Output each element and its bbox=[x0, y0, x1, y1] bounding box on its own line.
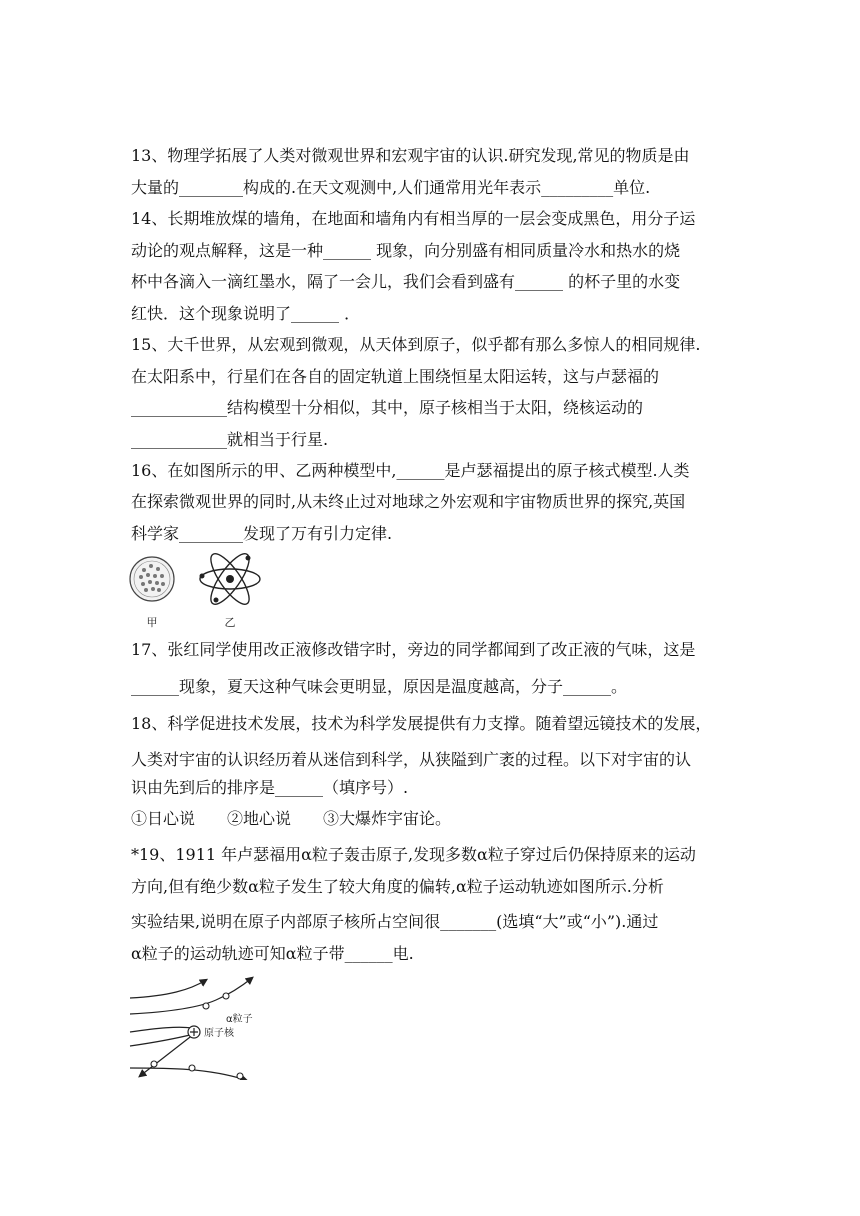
nucleus-label: 原子核 bbox=[204, 1028, 234, 1039]
q15-line-3: ____________结构模型十分相似，其中，原子核相当于太阳，绕核运动的 bbox=[131, 398, 644, 417]
q18-line-4: ①日心说 ②地心说 ③大爆炸宇宙论。 bbox=[131, 809, 452, 828]
atom-models-figure bbox=[128, 552, 288, 632]
q19-line-1: *19、1911 年卢瑟福用α粒子轰击原子,发现多数α粒子穿过后仍保持原来的运动 bbox=[131, 845, 696, 864]
q13-line-2: 大量的________构成的.在天文观测中,人们通常用光年表示_________单位. bbox=[131, 178, 651, 197]
atom-models-drawing bbox=[128, 552, 288, 632]
figure-label-jia: 甲 bbox=[146, 616, 158, 629]
alpha-track-3 bbox=[130, 1027, 192, 1032]
q16-line-2: 在探索微观世界的同时,从未终止过对地球之外宏观和宇宙物质世界的探究,英国 bbox=[131, 492, 686, 511]
q18-line-2: 人类对宇宙的认识经历着从迷信到科学，从狭隘到广袤的过程。以下对宇宙的认 bbox=[131, 750, 692, 769]
q13-line-1: 13、物理学拓展了人类对微观世界和宏观宇宙的认识.研究发现,常见的物质是由 bbox=[131, 146, 690, 165]
q15-line-1: 15、大千世界，从宏观到微观，从天体到原子，似乎都有那么多惊人的相同规律. bbox=[131, 335, 701, 354]
alpha-particle-3 bbox=[151, 1061, 157, 1067]
q14-line-2: 动论的观点解释，这是一种______ 现象，向分别盛有相同质量冷水和热水的烧 bbox=[131, 241, 681, 260]
q19-line-3: 实验结果,说明在原子内部原子核所占空间很_______(选填“大”或“小”).通过 bbox=[131, 912, 659, 931]
alpha-track-1 bbox=[130, 980, 206, 998]
q19-line-4: α粒子的运动轨迹可知α粒子带______电. bbox=[131, 944, 414, 963]
q19-line-2: 方向,但有绝少数α粒子发生了较大角度的偏转,α粒子运动轨迹如图所示.分析 bbox=[131, 877, 664, 896]
q17-line-2: ______现象，夏天这种气味会更明显，原因是温度越高，分子______。 bbox=[131, 677, 628, 696]
plum-pudding-model bbox=[130, 557, 174, 601]
q16-line-1: 16、在如图所示的甲、乙两种模型中,______是卢瑟福提出的原子核式模型.人类 bbox=[131, 461, 690, 480]
q16-line-3: 科学家________发现了万有引力定律. bbox=[131, 524, 393, 543]
alpha-particle-label: α粒子 bbox=[226, 1014, 253, 1025]
nuclear-model bbox=[200, 552, 261, 609]
alpha-particle-2 bbox=[203, 1003, 209, 1009]
alpha-particle-5 bbox=[237, 1073, 243, 1079]
q15-line-4: ____________就相当于行星. bbox=[131, 430, 329, 449]
q15-line-2: 在太阳系中，行星们在各自的固定轨道上围绕恒星太阳运转，这与卢瑟福的 bbox=[131, 367, 660, 386]
q14-line-4: 红快．这个现象说明了______ ． bbox=[131, 304, 361, 323]
alpha-scattering-drawing bbox=[128, 976, 268, 1080]
alpha-scattering-figure bbox=[128, 976, 268, 1080]
q18-line-3: 识由先到后的排序是______（填序号）. bbox=[131, 778, 409, 797]
q14-line-3: 杯中各滴入一滴红墨水，隔了一会儿，我们会看到盛有______ 的杯子里的水变 bbox=[131, 272, 681, 291]
q17-line-1: 17、张红同学使用改正液修改错字时，旁边的同学都闻到了改正液的气味，这是 bbox=[131, 640, 696, 659]
alpha-particle-1 bbox=[223, 993, 229, 999]
figure-label-yi: 乙 bbox=[224, 616, 236, 629]
q18-line-1: 18、科学促进技术发展，技术为科学发展提供有力支撑。随着望远镜技术的发展， bbox=[131, 714, 712, 733]
alpha-particle-4 bbox=[189, 1065, 195, 1071]
q14-line-1: 14、长期堆放煤的墙角，在地面和墙角内有相当厚的一层会变成黑色，用分子运 bbox=[131, 209, 696, 228]
